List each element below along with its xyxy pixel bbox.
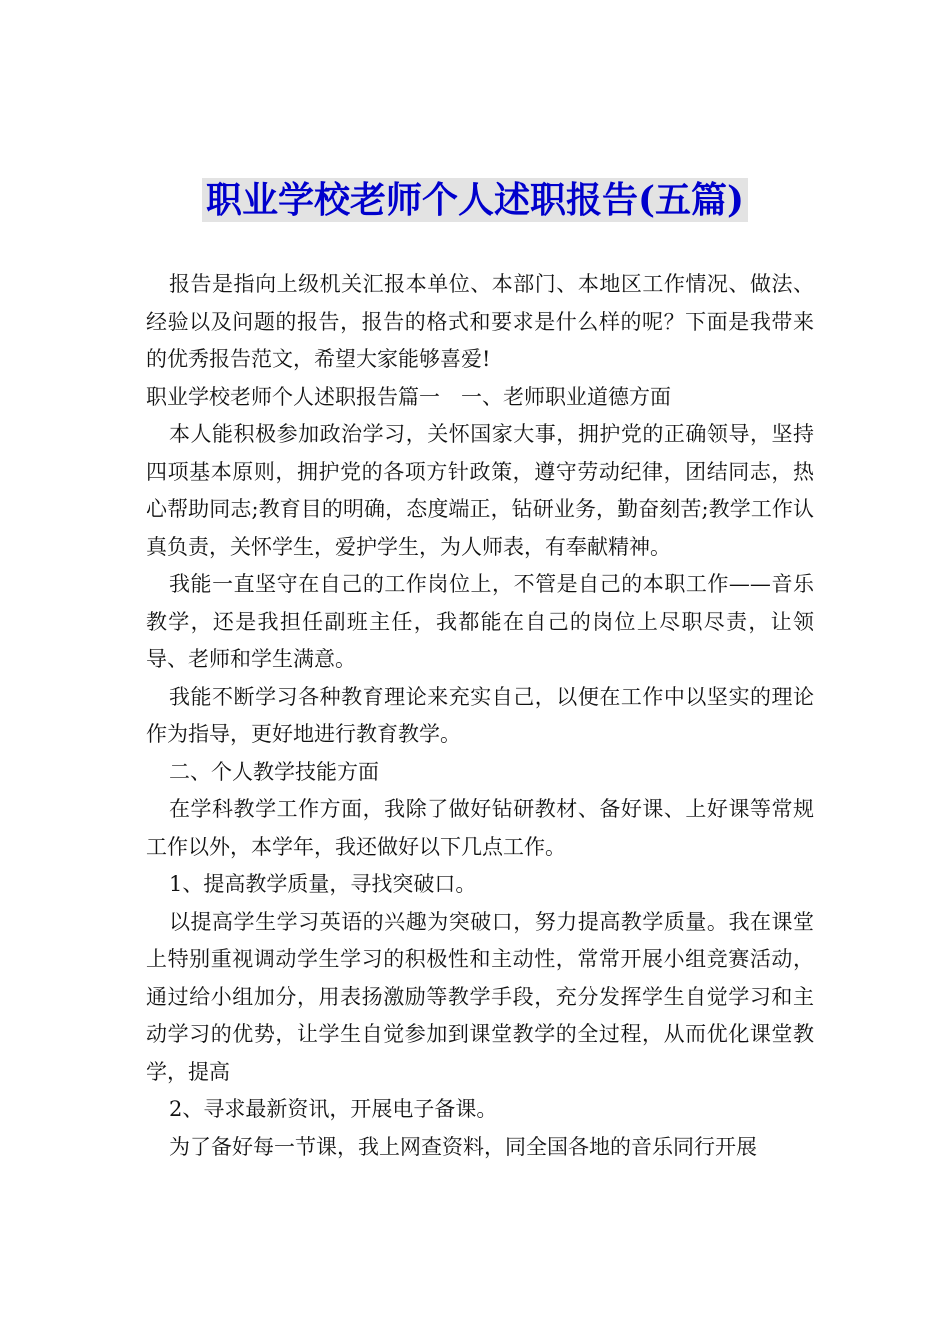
paragraph: 我能不断学习各种教育理论来充实自己，以便在工作中以坚实的理论作为指导，更好地进行教育教学。 [146, 684, 814, 746]
paragraph: 以提高学生学习英语的兴趣为突破口，努力提高教学质量。我在课堂上特别重视调动学生学习的积极性和主动性，常常开展小组竞赛活动，通过给小组加分，用表扬激励等教学手段，充分发挥学生自觉学习和主动学习的优势，让学生自觉参加到课堂教学的全过程，从而优化课堂教学，提高 [146, 909, 814, 1084]
document-body [146, 266, 814, 1166]
paragraph: 本人能积极参加政治学习，关怀国家大事，拥护党的正确领导，坚持四项基本原则，拥护党的各项方针政策，遵守劳动纪律，团结同志，热心帮助同志;教育目的明确，态度端正，钻研业务，勤奋刻苦;教学工作认真负责，关怀学生，爱护学生，为人师表，有奉献精神。 [146, 422, 814, 559]
section-heading: 二、个人教学技能方面 [169, 759, 379, 784]
paragraph: 报告是指向上级机关汇报本单位、本部门、本地区工作情况、做法、经验以及问题的报告，报告的格式和要求是什么样的呢？下面是我带来的优秀报告范文，希望大家能够喜爱! [146, 272, 814, 371]
list-item: 1、提高教学质量，寻找突破口。 [169, 872, 477, 896]
paragraph: 为了备好每一节课，我上网查资料，同全国各地的音乐同行开展 [169, 1134, 757, 1159]
title-container [0, 178, 950, 222]
document-title: 职业学校老师个人述职报告(五篇) [202, 178, 748, 222]
list-item: 2、寻求最新资讯，开展电子备课。 [169, 1097, 498, 1121]
paragraph: 我能一直坚守在自己的工作岗位上，不管是自己的本职工作——音乐教学，还是我担任副班主任，我都能在自己的岗位上尽职尽责，让领导、老师和学生满意。 [146, 572, 814, 671]
paragraph: 职业学校老师个人述职报告篇一 一、老师职业道德方面 [146, 384, 671, 409]
paragraph: 在学科教学工作方面，我除了做好钻研教材、备好课、上好课等常规工作以外，本学年，我还做好以下几点工作。 [146, 797, 814, 859]
